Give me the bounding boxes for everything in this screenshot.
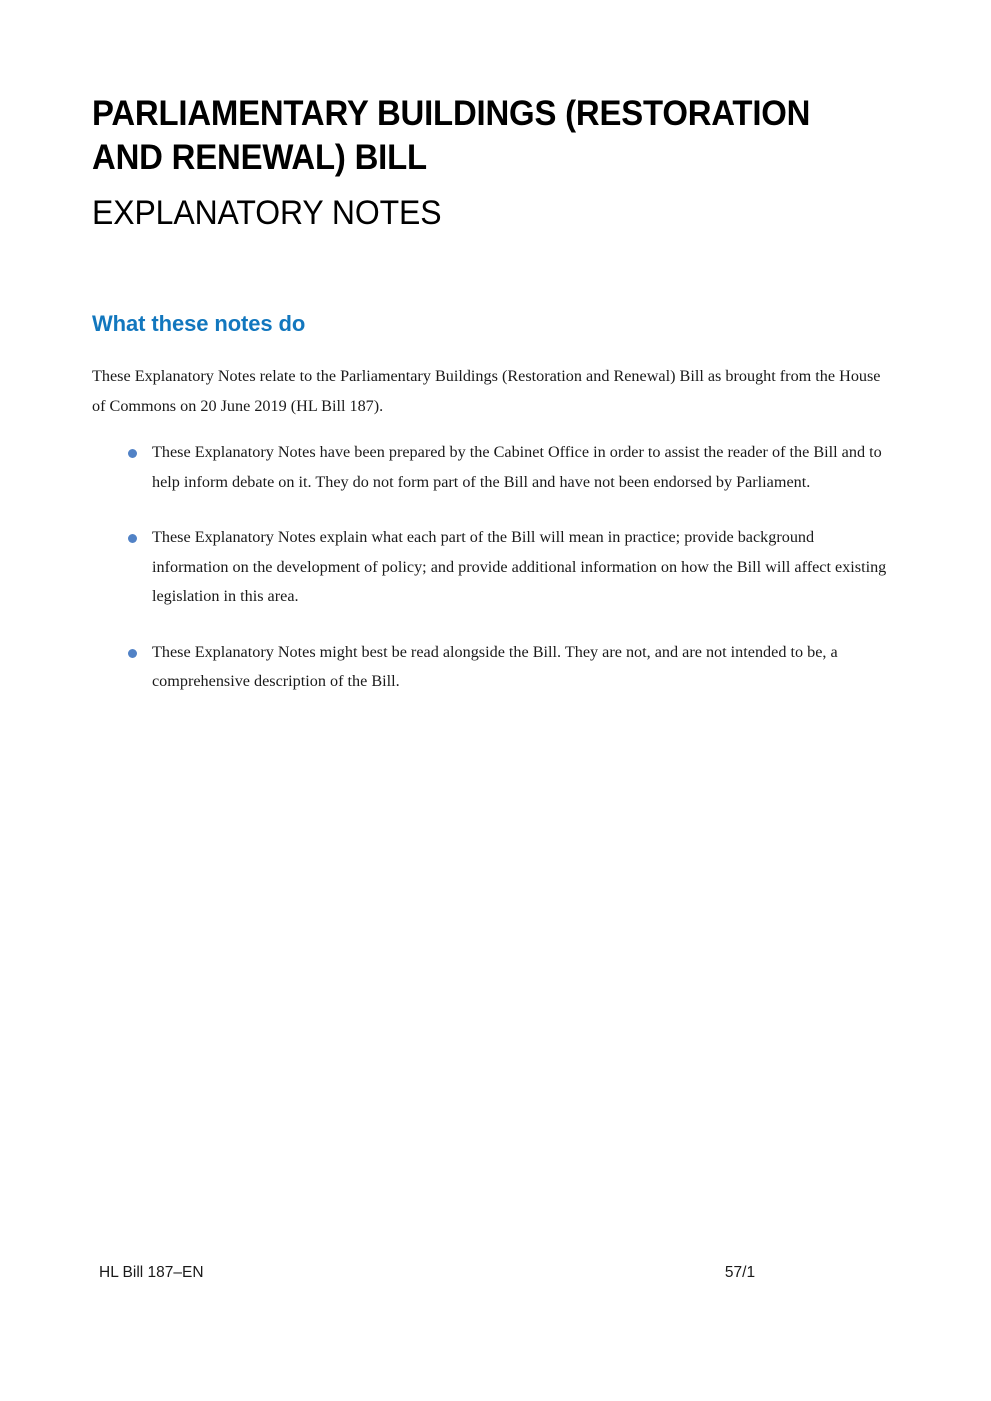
footer-page-number: 57/1 — [724, 1264, 756, 1281]
bullet-dot-icon — [128, 534, 137, 543]
footer-bill-reference: HL Bill 187–EN — [99, 1264, 204, 1281]
list-item-text: These Explanatory Notes might best be read alongside the Bill. They are not, and are not intended to be, a comprehensive description of the Bill. — [152, 642, 838, 690]
bullet-dot-icon — [128, 449, 137, 458]
page-subtitle: EXPLANATORY NOTES — [92, 194, 442, 232]
section-heading-what-these-notes-do: What these notes do — [92, 311, 306, 336]
list-item — [92, 638, 892, 697]
list-item-text: These Explanatory Notes explain what each part of the Bill will mean in practice; provide background information on the development of policy; and provide additional information on how the Bill will affect existing legislation in this area. — [152, 528, 887, 605]
list-item — [92, 523, 892, 612]
list-item-text: These Explanatory Notes have been prepared by the Cabinet Office in order to assist the reader of the Bill and to help inform debate on it. They do not form part of the Bill and have not been endorsed by Parliament. — [152, 443, 882, 491]
page-title: PARLIAMENTARY BUILDINGS (RESTORATION AND RENEWAL) BILL — [92, 94, 811, 177]
page-content — [92, 0, 892, 697]
intro-paragraph: These Explanatory Notes relate to the Parliamentary Buildings (Restoration and Renewal) Bill as brought from the House of Commons on 20 June 2019 (HL Bill 187). — [92, 367, 881, 415]
page-footer — [92, 1258, 899, 1288]
notes-bullet-list — [92, 421, 892, 697]
bullet-dot-icon — [128, 649, 137, 658]
list-item — [92, 438, 892, 497]
